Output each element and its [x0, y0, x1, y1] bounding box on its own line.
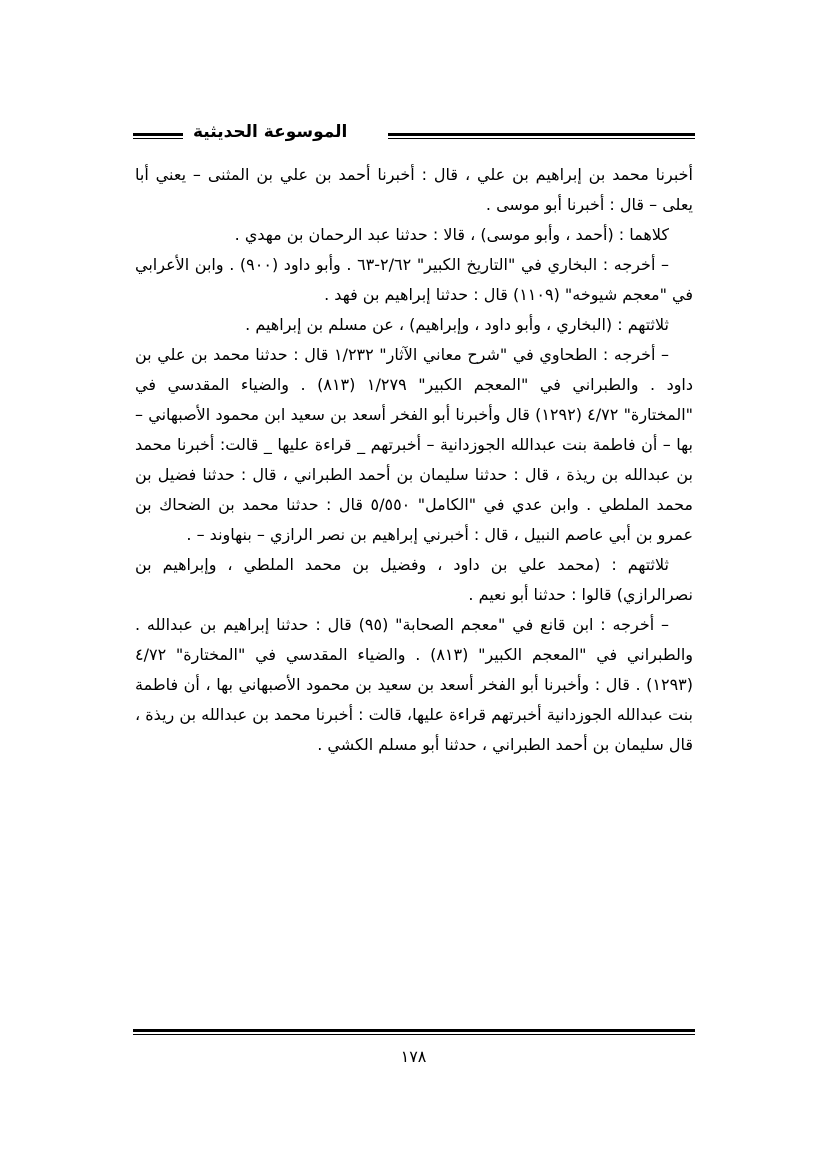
footer-rule	[133, 1029, 695, 1035]
paragraph: ثلاثتهم : (البخاري ، وأبو داود ، وإبراهيم) ، عن مسلم بن إبراهيم .	[245, 315, 669, 334]
header-rule-right	[388, 133, 695, 139]
paragraph: – أخرجه : الطحاوي في "شرح معاني الآثار" ١/٢٣٢ قال : حدثنا محمد بن علي بن داود . والطبراني في "المعجم الكبير" ١/٢٧٩ (٨١٣) . والضياء المقدسي في "المختارة" ٤/٧٢ (١٢٩٢) قال وأخبرنا أبو الفخر أسعد بن سعيد ابن محمود الأصبهاني – بها – أن فاطمة بنت عبدالله الجوزدانية – أخبرتهم _ قراءة عليها _ قالت: أخبرنا محمد بن عبدالله بن ريذة ، قال : حدثنا سليمان بن أحمد الطبراني ، قال : حدثنا فضيل بن محمد الملطي . وابن عدي في "الكامل" ٥/٥٥٠ قال : حدثنا محمد بن الضحاك بن عمرو بن أبي عاصم النبيل ، قال : أخبرني إبراهيم بن نصر الرازي – بنهاوند – .	[135, 345, 694, 544]
header-title: الموسوعة الحديثية	[193, 122, 348, 142]
header-rule-left	[133, 133, 183, 139]
body-text	[135, 160, 693, 760]
page-header	[133, 122, 695, 156]
paragraph: – أخرجه : ابن قانع في "معجم الصحابة" (٩٥) قال : حدثنا إبراهيم بن عبدالله . والطبراني في "المعجم الكبير" (٨١٣) . والضياء المقدسي في "المختارة" ٤/٧٢ (١٢٩٣) . قال : وأخبرنا أبو الفخر أسعد بن سعيد بن محمود الأصبهاني بها ، أن فاطمة بنت عبدالله الجوزدانية أخبرتهم قراءة عليها، قالت : أخبرنا محمد بن عبدالله بن ريذة ، قال سليمان بن أحمد الطبراني ، حدثنا أبو مسلم الكشي .	[135, 615, 693, 754]
paragraph: ثلاثتهم : (محمد علي بن داود ، وفضيل بن محمد الملطي ، وإبراهيم بن نصرالرازي) قالوا : حدثنا أبو نعيم .	[135, 555, 693, 604]
paragraph: كلاهما : (أحمد ، وأبو موسى) ، قالا : حدثنا عبد الرحمان بن مهدي .	[234, 225, 669, 244]
paragraph: أخبرنا محمد بن إبراهيم بن علي ، قال : أخبرنا أحمد بن علي بن المثنى – يعني أبا يعلى – قال : أخبرنا أبو موسى .	[135, 165, 693, 214]
page-number: ١٧٨	[400, 1047, 427, 1066]
paragraph: – أخرجه : البخاري في "التاريخ الكبير" ٢/٦٢-٦٣ . وأبو داود (٩٠٠) . وابن الأعرابي في "معجم شيوخه" (١١٠٩) قال : حدثنا إبراهيم بن فهد .	[135, 255, 693, 304]
